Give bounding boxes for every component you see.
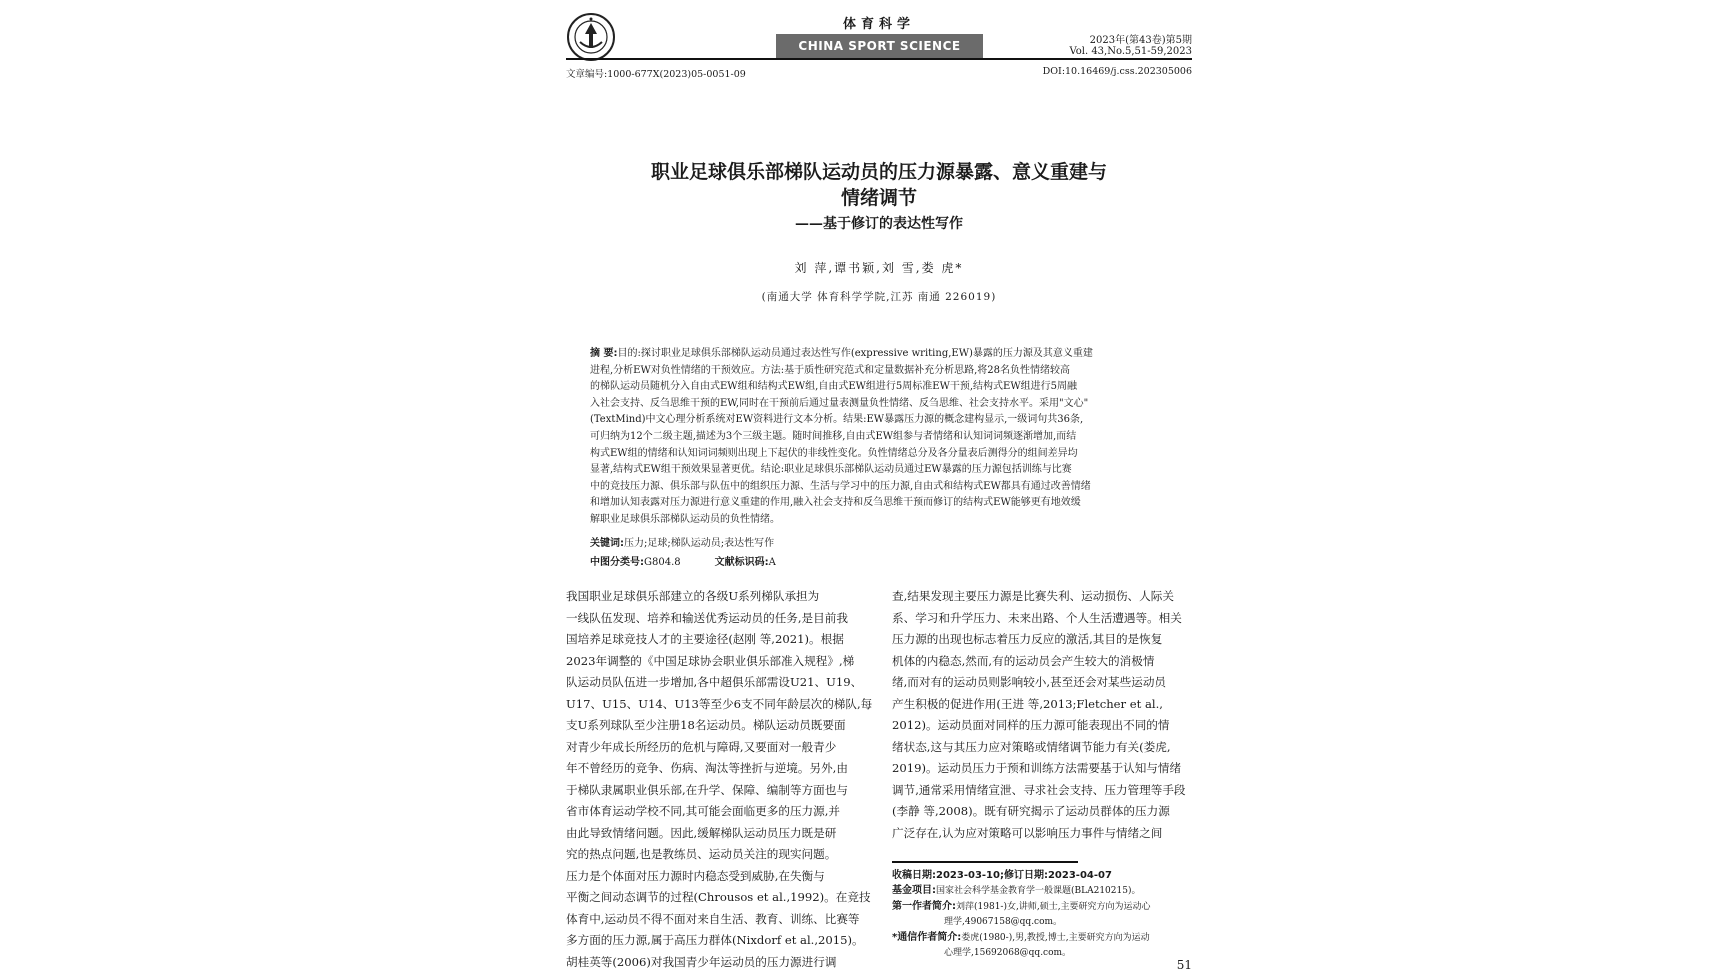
fund-info: 基金项目:国家社会科学基金教育学一般课题(BLA210215)。 bbox=[892, 885, 1141, 896]
body-line: 多方面的压力源,属于高压力群体(Nixdorf et al.,2015)。 bbox=[566, 933, 864, 947]
body-line: 机体的内稳态,然而,有的运动员会产生较大的消极情 bbox=[892, 653, 1155, 668]
body-line: 平衡之间动态调节的过程(Chrousos et al.,1992)。在竞技 bbox=[566, 890, 871, 904]
body-line: 压力是个体面对压力源时内稳态受到威胁,在失衡与 bbox=[566, 868, 825, 883]
body-line: 队运动员队伍进一步增加,各中超俱乐部需设U21、U19、 bbox=[566, 675, 863, 689]
body-line: 年不曾经历的竞争、伤病、淘汰等挫折与逆境。另外,由 bbox=[566, 761, 848, 775]
body-line: 国培养足球竞技人才的主要途径(赵刚 等,2021)。根据 bbox=[566, 632, 844, 646]
body-line: 系、学习和升学压力、未来出路、个人生活遭遇等。相关 bbox=[892, 610, 1182, 625]
body-line: 支U系列球队至少注册18名运动员。梯队运动员既要面 bbox=[566, 718, 846, 732]
first-author-info: 第一作者简介:刘萍(1981-)女,讲师,硕士,主要研究方向为运动心 bbox=[892, 901, 1151, 912]
article-number: 文章编号:1000-677X(2023)05-0051-09 bbox=[566, 69, 746, 80]
abstract-line: (TextMind)中文心理分析系统对EW资料进行文本分析。结果:EW暴露压力源的概念建构显示,一级词句共36条, bbox=[590, 414, 1084, 426]
body-line: 2023年调整的《中国足球协会职业俱乐部准入规程》,梯 bbox=[566, 653, 855, 668]
body-column-left bbox=[566, 586, 873, 973]
article-title-line1: 职业足球俱乐部梯队运动员的压力源暴露、意义重建与 bbox=[650, 161, 1107, 183]
keywords-value: 压力;足球;梯队运动员;表达性写作 bbox=[624, 538, 775, 549]
body-line: 压力源的出现也标志着压力反应的激活,其目的是恢复 bbox=[892, 632, 1163, 646]
abstract-line: 入社会支持、反刍思维干预的EW,同时在干预前后通过量表测量负性情绪、反刍思维、社会支持水平。采用"文心" bbox=[590, 397, 1089, 409]
header-rule bbox=[566, 58, 1192, 60]
abstract-line: 进程,分析EW对负性情绪的干预效应。方法:基于质性研究范式和定量数据补充分析思路,将28名负性情绪较高 bbox=[590, 364, 1071, 376]
abstract-line: 可归纳为12个二级主题,描述为3个三级主题。随时间推移,自由式EW组参与者情绪和认知词词频逐渐增加,而结 bbox=[590, 430, 1077, 442]
abstract-line: 摘 要:目的:探讨职业足球俱乐部梯队运动员通过表达性写作(expressive writing,EW)暴露的压力源及其意义重建 bbox=[590, 348, 1093, 359]
abstract-line: 显著,结构式EW组干预效果显著更优。结论:职业足球俱乐部梯队运动员通过EW暴露的压力源包括训练与比赛 bbox=[590, 464, 1072, 476]
body-line: 对青少年成长所经历的危机与障碍,又要面对一般青少 bbox=[566, 739, 837, 754]
abstract bbox=[590, 346, 1168, 529]
body-line: 2012)。运动员面对同样的压力源可能表现出不同的情 bbox=[892, 718, 1170, 732]
body-line: 由此导致情绪问题。因此,缓解梯队运动员压力既是研 bbox=[566, 825, 837, 840]
body-line: 究的热点问题,也是教练员、运动员关注的现实问题。 bbox=[566, 847, 837, 861]
keywords-label: 关键词: bbox=[590, 538, 624, 549]
journal-name-en: CHINA SPORT SCIENCE bbox=[776, 34, 983, 58]
doi: DOI:10.16469/j.css.202305006 bbox=[1042, 66, 1192, 77]
body-line: U17、U15、U14、U13等至少6支不同年龄层次的梯队,每 bbox=[566, 696, 873, 711]
body-line: 广泛存在,认为应对策略可以影响压力事件与情绪之间 bbox=[892, 825, 1163, 840]
abstract-line: 和增加认知表露对压力源进行意义重建的作用,融入社会支持和反刍思维干预而修订的结构式EW能够更有地效缓 bbox=[590, 497, 1081, 509]
affiliation: (南通大学 体育科学学院,江苏 南通 226019) bbox=[761, 291, 997, 303]
class-value: G804.8 bbox=[644, 557, 681, 568]
body-line: 绪状态,这与其压力应对策略或情绪调节能力有关(娄虎, bbox=[892, 739, 1171, 754]
body-line: 于梯队隶属职业俱乐部,在升学、保障、编制等方面也与 bbox=[566, 782, 848, 797]
classification bbox=[590, 553, 776, 568]
authors: 刘 萍,谭书颖,刘 雪,娄 虎* bbox=[794, 261, 964, 275]
body-line: 体育中,运动员不得不面对来自生活、教育、训练、比赛等 bbox=[566, 911, 860, 926]
footnote bbox=[892, 868, 1192, 961]
body-line: 胡桂英等(2006)对我国青少年运动员的压力源进行调 bbox=[566, 954, 837, 969]
doccode-label: 文献标识码: bbox=[714, 557, 769, 568]
keywords bbox=[590, 534, 774, 549]
body-line: 查,结果发现主要压力源是比赛失利、运动损伤、人际关 bbox=[892, 589, 1174, 603]
first-author-info-cont: 理学,49067158@qq.com。 bbox=[944, 917, 1063, 927]
corresponding-author-info: *通信作者简介:娄虎(1980-),男,教授,博士,主要研究方向为运动 bbox=[892, 932, 1150, 943]
body-line: 2019)。运动员压力于预和训练方法需要基于认知与情绪 bbox=[892, 761, 1182, 775]
journal-name-cn: 体育科学 bbox=[842, 17, 915, 32]
body-line: 省市体育运动学校不同,其可能会面临更多的压力源,并 bbox=[566, 804, 841, 818]
body-line: 产生积极的促进作用(王进 等,2013;Fletcher et al., bbox=[892, 696, 1163, 711]
class-label: 中图分类号: bbox=[590, 557, 644, 568]
page-number: 51 bbox=[1176, 958, 1192, 972]
body-line: 一线队伍发现、培养和输送优秀运动员的任务,是目前我 bbox=[566, 610, 848, 625]
article-title-line2: 情绪调节 bbox=[840, 187, 917, 209]
body-line: 我国职业足球俱乐部建立的各级U系列梯队承担为 bbox=[566, 589, 820, 603]
abstract-line: 的梯队运动员随机分入自由式EW组和结构式EW组,自由式EW组进行5周标准EW干预,结构式EW组进行5周融 bbox=[590, 381, 1077, 393]
body-line: (李静 等,2008)。既有研究揭示了运动员群体的压力源 bbox=[892, 804, 1170, 818]
abstract-line: 解职业足球俱乐部梯队运动员的负性情绪。 bbox=[590, 513, 780, 525]
received-date: 收稿日期:2023-03-10;修订日期:2023-04-07 bbox=[892, 870, 1112, 881]
issue-info: 2023年(第43卷)第5期 bbox=[1089, 35, 1192, 46]
body-column-right bbox=[892, 586, 1192, 844]
corresponding-author-info-cont: 心理学,15692068@qq.com。 bbox=[944, 948, 1072, 958]
footnote-rule bbox=[892, 861, 1078, 863]
body-line: 绪,而对有的运动员则影响较小,甚至还会对某些运动员 bbox=[892, 675, 1167, 689]
doccode-value: A bbox=[768, 557, 776, 568]
article-subtitle: ——基于修订的表达性写作 bbox=[795, 216, 963, 232]
volume-info: Vol. 43,No.5,51-59,2023 bbox=[1069, 46, 1192, 57]
abstract-line: 中的竞技压力源、俱乐部与队伍中的组织压力源、生活与学习中的压力源,自由式和结构式EW都具有通过改善情绪 bbox=[590, 480, 1091, 492]
abstract-label: 摘 要: bbox=[590, 348, 618, 359]
journal-page bbox=[566, 0, 1192, 978]
abstract-line: 构式EW组的情绪和认知词词频则出现上下起伏的非线性变化。负性情绪总分及各分量表后测得分的组间差异均 bbox=[590, 447, 1078, 459]
body-line: 调节,通常采用情绪宣泄、寻求社会支持、压力管理等手段 bbox=[892, 782, 1186, 797]
